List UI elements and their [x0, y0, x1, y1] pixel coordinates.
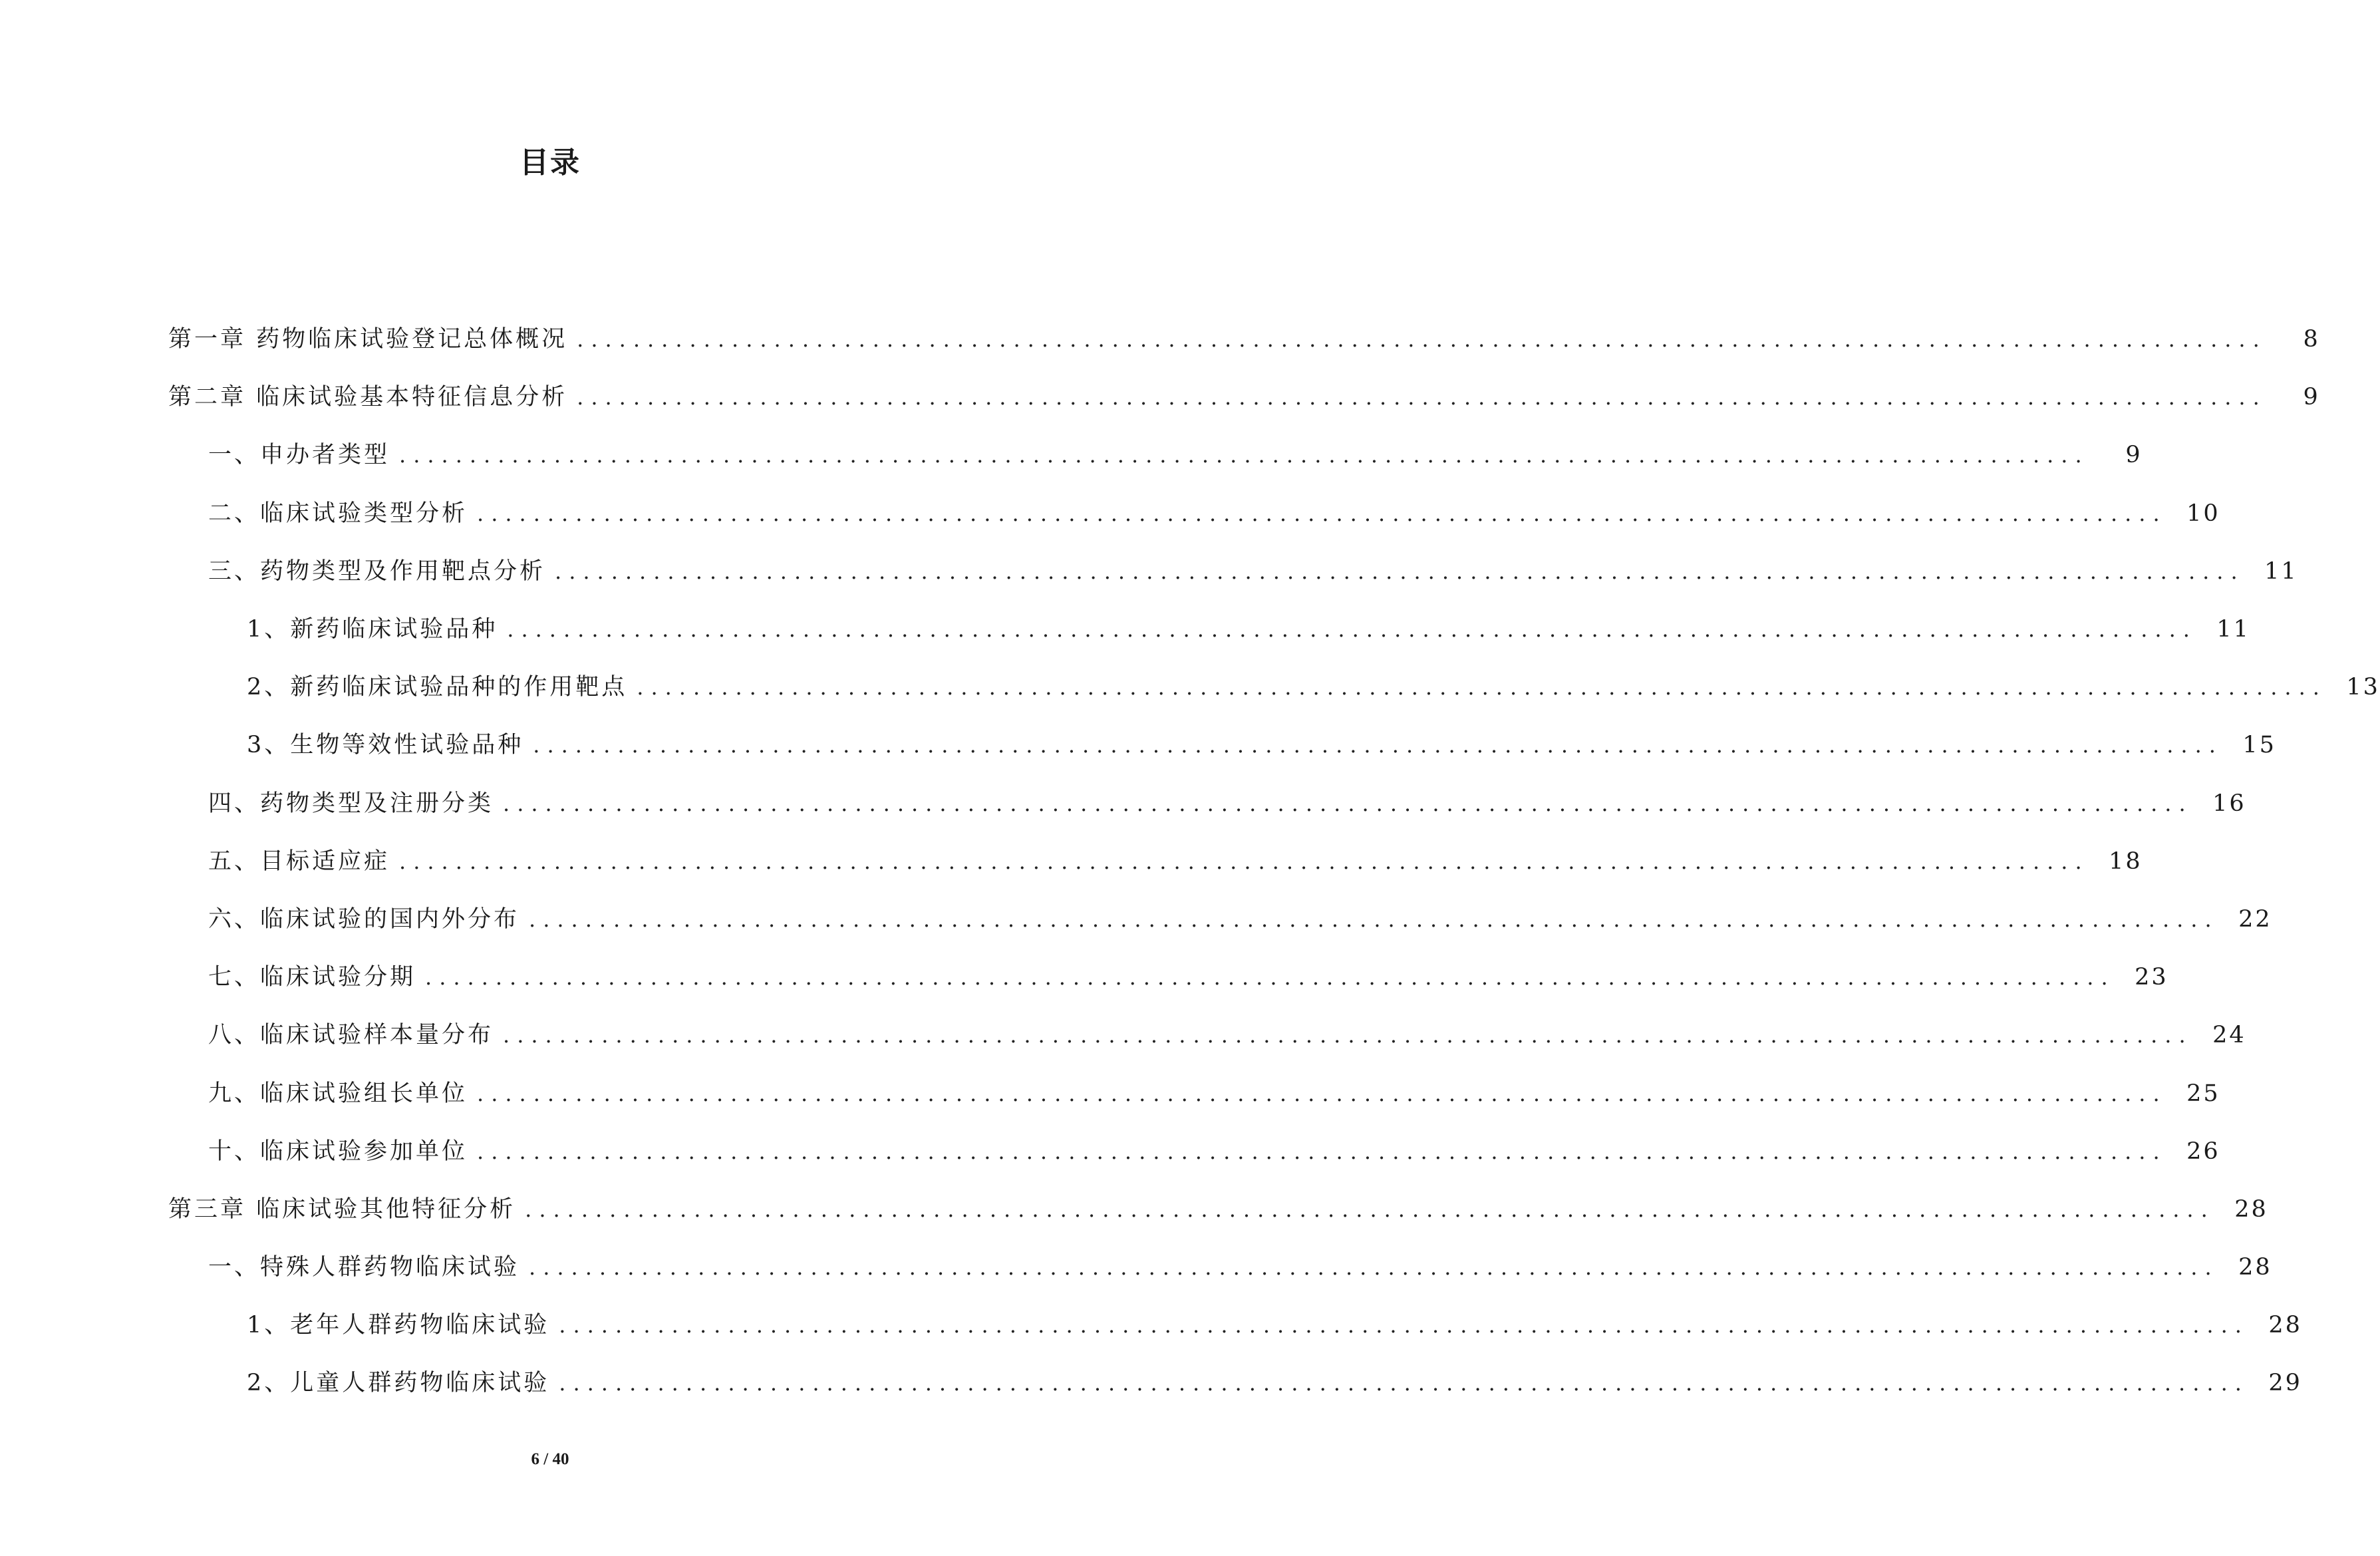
toc-entry-label: 1、新药临床试验品种 [247, 616, 498, 643]
toc-entry-label: 三、药物类型及作用靶点分析 [208, 557, 546, 585]
toc-entry-label: 一、特殊人群药物临床试验 [208, 1254, 520, 1281]
toc-entry-page: 28 [2268, 1312, 2302, 1339]
toc-entry-page: 16 [2212, 790, 2246, 817]
toc-entry-page: 26 [2186, 1138, 2220, 1165]
toc-entry-label: 五、目标适应症 [208, 848, 390, 875]
toc-entry-label: 九、临床试验组长单位 [208, 1080, 468, 1107]
toc-leader-dots: ........................................................................................................................ [529, 906, 2219, 932]
toc-entry-label: 一、申办者类型 [208, 442, 390, 469]
toc-entry[interactable] [0, 311, 2320, 369]
toc-entry-label: 第一章 药物临床试验登记总体概况 [168, 326, 568, 353]
toc-entry-page: 23 [2135, 964, 2168, 991]
toc-entry-page: 24 [2212, 1022, 2246, 1049]
toc-leader-dots: ........................................................................................................................ [477, 500, 2167, 526]
toc-leader-dots: ........................................................................................................................ [559, 1313, 2249, 1338]
toc-entry-label: 六、临床试验的国内外分布 [208, 905, 520, 933]
toc-leader-dots: ........................................................................................................................ [399, 442, 2089, 468]
toc-entry-page: 15 [2242, 732, 2276, 759]
page-number: 6 / 40 [531, 1450, 569, 1468]
toc-leader-dots: ........................................................................................................................ [477, 1080, 2167, 1106]
toc-entry[interactable] [0, 601, 2250, 659]
toc-entry[interactable] [0, 1354, 2302, 1412]
toc-entry-label: 2、新药临床试验品种的作用靶点 [247, 674, 628, 701]
toc-entry[interactable] [0, 1181, 2268, 1239]
toc-entry[interactable] [0, 891, 2272, 949]
toc-entry[interactable] [0, 775, 2246, 833]
toc-entry-label: 第三章 临床试验其他特征分析 [168, 1195, 516, 1223]
toc-leader-dots: ........................................................................................................................ [503, 790, 2193, 816]
toc-leader-dots: ........................................................................................................................ [525, 1196, 2215, 1222]
toc-entry-page: 28 [2238, 1254, 2272, 1281]
toc-leader-dots: ........................................................................................................................ [399, 848, 2089, 874]
toc-entry-label: 3、生物等效性试验品种 [247, 732, 524, 759]
toc-entry[interactable] [0, 1007, 2246, 1064]
toc-entry[interactable] [0, 833, 2143, 891]
toc-entry[interactable] [0, 543, 2298, 601]
toc-entry[interactable] [0, 369, 2320, 426]
toc-leader-dots: ........................................................................................................................ [555, 558, 2245, 584]
toc-leader-dots: ........................................................................................................................ [533, 732, 2223, 758]
toc-entry-page: 13 [2346, 674, 2380, 701]
toc-entry-label: 八、临床试验样本量分布 [208, 1022, 494, 1049]
toc-entry[interactable] [0, 1297, 2302, 1354]
toc-entry-label: 1、老年人群药物临床试验 [247, 1312, 550, 1339]
toc-entry[interactable] [0, 426, 2143, 484]
toc-entry[interactable] [0, 1239, 2272, 1297]
toc-entry[interactable] [0, 485, 2220, 543]
toc-leader-dots: ........................................................................................................................ [559, 1370, 2249, 1396]
toc-leader-dots: ........................................................................................................................ [577, 385, 2267, 410]
toc-entry-page: 11 [2264, 557, 2298, 585]
toc-leader-dots: ........................................................................................................................ [503, 1022, 2193, 1048]
toc-entry[interactable] [0, 659, 2380, 716]
toc-entry-label: 二、临床试验类型分析 [208, 500, 468, 527]
toc-entry-page: 11 [2216, 616, 2250, 643]
toc-entry[interactable] [0, 949, 2168, 1007]
toc-entry-page: 8 [2303, 326, 2320, 353]
toc-entry-page: 28 [2234, 1195, 2268, 1223]
toc-entry[interactable] [0, 716, 2276, 774]
table-of-contents [0, 311, 2380, 1413]
toc-entry-label: 十、临床试验参加单位 [208, 1138, 468, 1165]
toc-entry-page: 18 [2109, 848, 2143, 875]
toc-entry[interactable] [0, 1123, 2220, 1181]
toc-entry-page: 22 [2238, 905, 2272, 933]
toc-entry-page: 29 [2268, 1370, 2302, 1397]
toc-leader-dots: ........................................................................................................................ [637, 675, 2327, 700]
toc-entry-page: 9 [2303, 384, 2320, 411]
toc-entry-label: 2、儿童人群药物临床试验 [247, 1370, 550, 1397]
toc-entry-label: 七、临床试验分期 [208, 964, 416, 991]
toc-entry-label: 第二章 临床试验基本特征信息分析 [168, 384, 568, 411]
toc-entry-page: 9 [2125, 442, 2143, 469]
toc-entry-label: 四、药物类型及注册分类 [208, 790, 494, 817]
toc-entry-page: 10 [2186, 500, 2220, 527]
page-title: 目录 [520, 146, 581, 180]
toc-leader-dots: ........................................................................................................................ [477, 1138, 2167, 1164]
toc-leader-dots: ........................................................................................................................ [577, 327, 2267, 353]
toc-leader-dots: ........................................................................................................................ [425, 965, 2115, 991]
toc-leader-dots: ........................................................................................................................ [507, 617, 2197, 643]
toc-entry[interactable] [0, 1064, 2220, 1122]
toc-leader-dots: ........................................................................................................................ [529, 1255, 2219, 1281]
toc-entry-page: 25 [2186, 1080, 2220, 1107]
